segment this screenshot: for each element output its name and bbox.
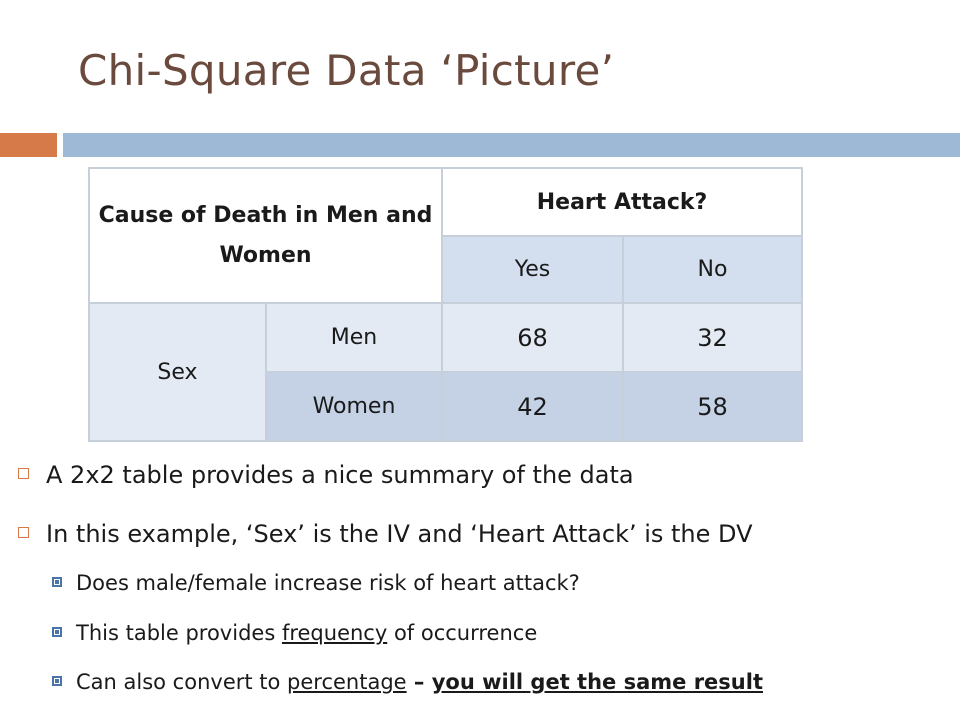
sub-bullet-item [52,621,537,645]
underlined-term: frequency [281,621,388,645]
bullet-item [18,520,753,548]
column-header-yes: Yes [442,236,623,303]
cell-men-no: 32 [623,303,802,372]
square-bullet-icon [52,627,62,637]
table-row [89,303,802,372]
bullet-text: A 2x2 table provides a nice summary of the data [46,461,634,489]
column-header-no: No [623,236,802,303]
hollow-square-bullet-icon [18,527,29,538]
row-label-men: Men [266,303,442,372]
square-bullet-icon [52,577,62,587]
sub-bullet-item [52,670,763,694]
data-table [88,167,803,442]
sub-bullet-text-start: This table provides [76,621,282,645]
sub-bullet-text-end: of occurrence [387,621,538,645]
row-label-women: Women [266,372,442,441]
hollow-square-bullet-icon [18,468,29,479]
sub-bullet-text-start: Can also convert to [76,670,288,694]
bullet-item [18,461,634,489]
table-header-row [89,168,802,236]
bullet-text: In this example, ‘Sex’ is the IV and ‘Heart Attack’ is the DV [46,520,753,548]
accent-bar [0,133,57,157]
dash-separator: – [406,670,432,694]
cell-men-yes: 68 [442,303,623,372]
title-band [63,133,960,157]
emphasized-result: you will get the same result [431,670,763,694]
column-group-header: Heart Attack? [442,168,802,236]
row-group-header: Sex [89,303,266,441]
sub-bullet-item [52,571,580,595]
slide-title: Chi-Square Data ‘Picture’ [78,46,615,95]
sub-bullet-text: Does male/female increase risk of heart attack? [76,571,580,595]
square-bullet-icon [52,676,62,686]
cell-women-yes: 42 [442,372,623,441]
cell-women-no: 58 [623,372,802,441]
table-corner-cell: Cause of Death in Men and Women [89,168,442,303]
underlined-term: percentage [287,670,407,694]
